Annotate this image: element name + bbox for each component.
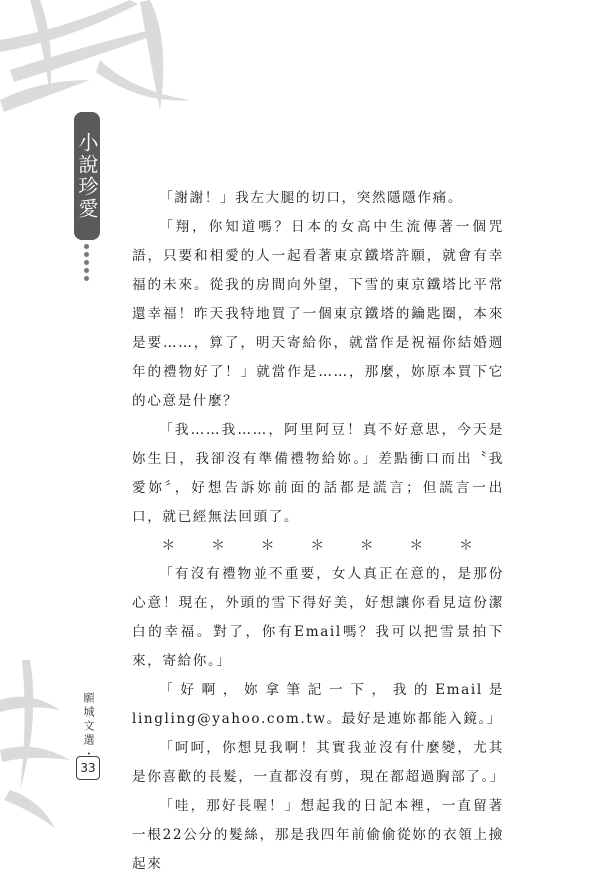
scene-separator xyxy=(132,532,504,560)
series-label: 願城文選・ xyxy=(82,692,95,762)
separator-star: ＊ xyxy=(260,538,277,554)
bamboo-decoration-top xyxy=(0,0,200,140)
decorative-dots xyxy=(84,244,90,284)
paragraph: 「謝謝！」我左大腿的切口，突然隱隱作痛。 xyxy=(159,190,464,206)
separator-star: ＊ xyxy=(161,538,177,554)
separator-star: ＊ xyxy=(359,538,376,554)
separator-star: ＊ xyxy=(409,538,426,554)
paragraph: 「翔，你知道嗎？日本的女高中生流傳著一個咒語，只要和相愛的人一起看著東京鐵塔許願，就會有幸福的未來。從我的房間向外望，下雪的東京鐵塔比平常還幸福！昨天我特地買了一個東京鐵塔的鑰匙圈，本來是要……，算了，明天寄給你，就當作是祝福你結婚週年的禮物好了！」就當作是……，那麼，妳原本買下它的心意是什麼？ xyxy=(132,219,504,409)
paragraph: 「我……我……，阿里阿豆！真不好意思，今天是妳生日，我卻沒有準備禮物給妳。」差點衝口而出〝我愛妳〞，好想告訴妳前面的話都是謊言；但謊言一出口，就已經無法回頭了。 xyxy=(132,422,504,525)
story-text xyxy=(132,184,504,879)
paragraph: 「有沒有禮物並不重要，女人真正在意的，是那份心意！現在，外頭的雪下得好美，好想讓你看見這份潔白的幸福。對了，你有Email嗎？我可以把雪景拍下來，寄給你。」 xyxy=(132,566,504,669)
bamboo-decoration-bottom xyxy=(0,660,80,830)
separator-star: ＊ xyxy=(459,538,475,554)
page-number: 33 xyxy=(76,756,100,780)
separator-star: ＊ xyxy=(310,538,326,554)
paragraph: 「哇，那好長喔！」想起我的日記本裡，一直留著一根22公分的髮絲，那是我四年前偷偷從妳的衣領上撿起來 xyxy=(132,798,504,872)
paragraph: 「好啊，妳拿筆記一下，我的Email是lingling@yahoo.com.tw。最好是連妳都能入鏡。」 xyxy=(132,682,504,727)
separator-star: ＊ xyxy=(210,538,227,554)
section-tag: 小說珍愛 xyxy=(74,112,100,240)
paragraph: 「呵呵，你想見我啊！其實我並沒有什麼變，尤其是你喜歡的長髮，一直都沒有剪，現在都超過胸部了。」 xyxy=(132,740,506,785)
